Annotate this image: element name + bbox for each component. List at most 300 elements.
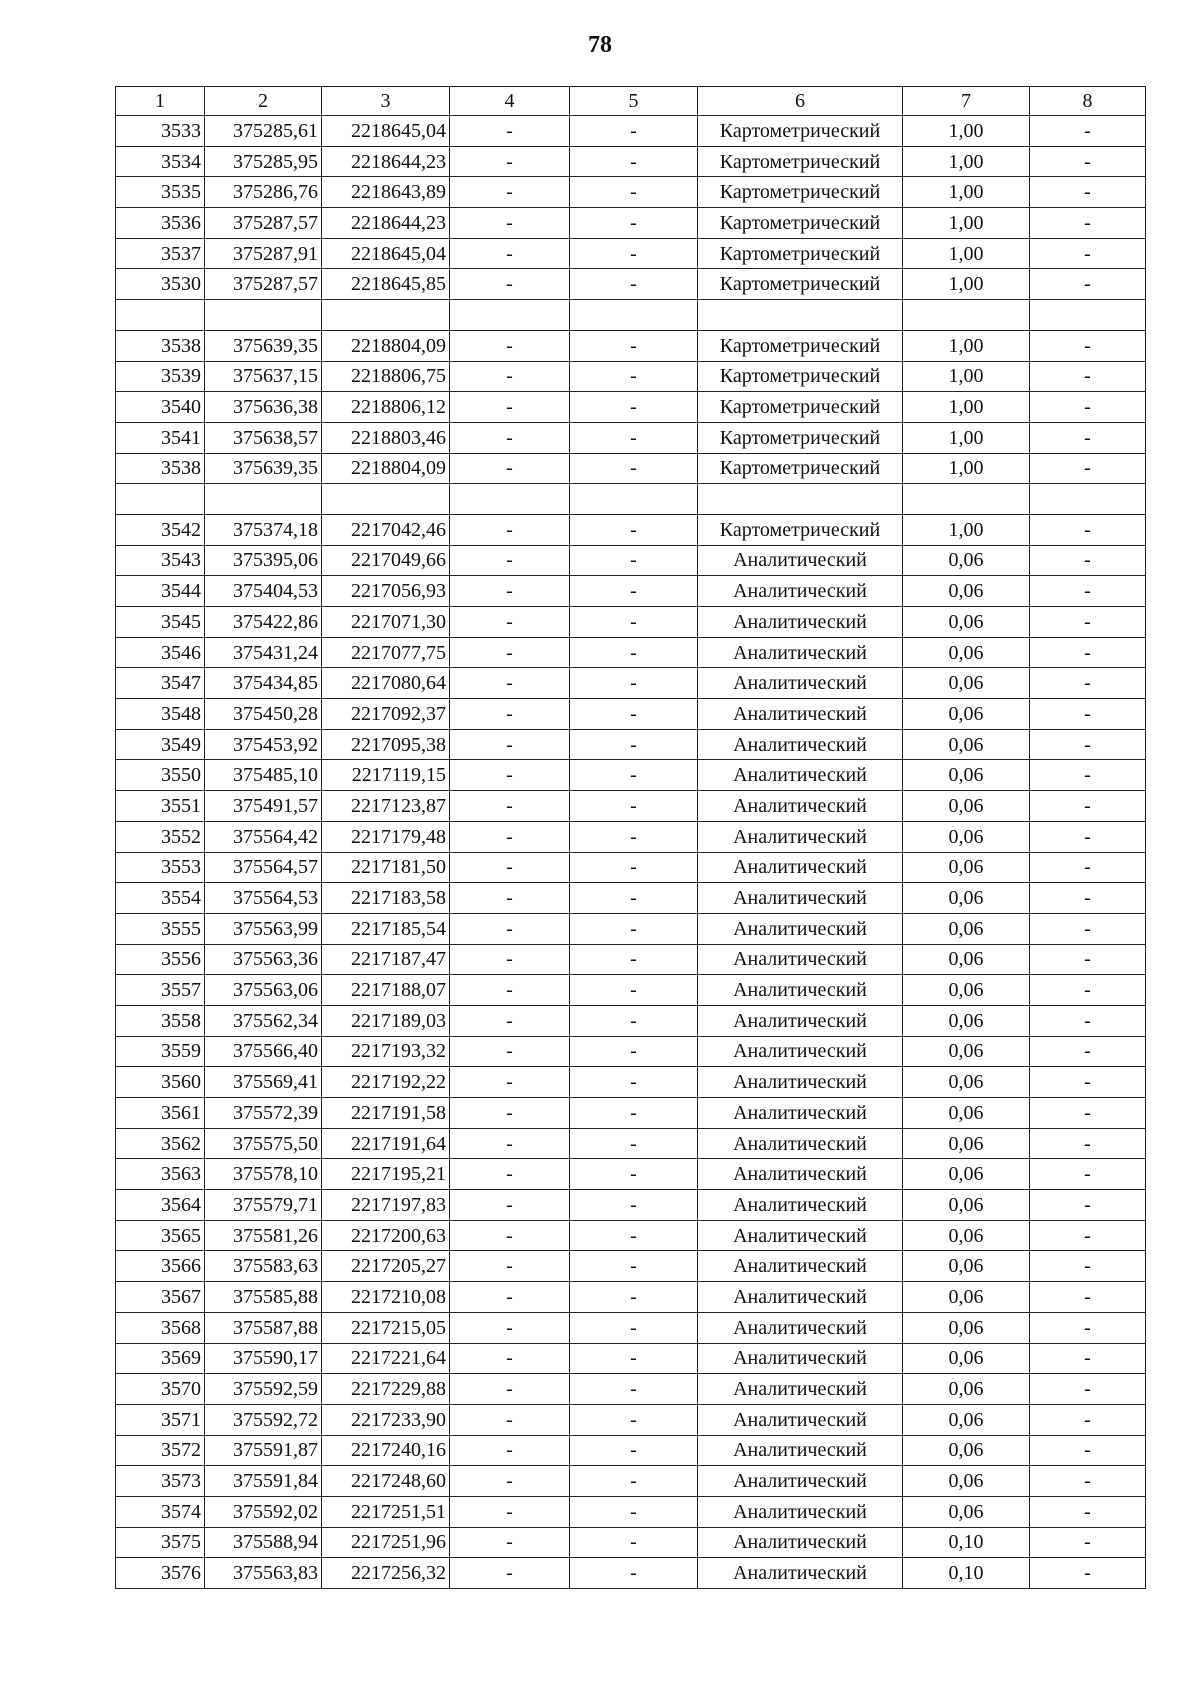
accuracy-cell: 0,06 [903, 1466, 1030, 1497]
x-coordinate-cell: 375450,28 [205, 699, 322, 730]
accuracy-cell: 1,00 [903, 514, 1030, 545]
column-5-cell: - [570, 637, 698, 668]
accuracy-cell: 0,06 [903, 883, 1030, 914]
table-separator-row [116, 300, 1146, 331]
y-coordinate-cell: 2218643,89 [322, 177, 450, 208]
point-number-cell: 3538 [116, 330, 205, 361]
y-coordinate-cell: 2217191,58 [322, 1098, 450, 1129]
accuracy-cell: 1,00 [903, 238, 1030, 269]
table-separator-row [116, 484, 1146, 515]
column-5-cell: - [570, 453, 698, 484]
method-cell: Аналитический [698, 1128, 903, 1159]
accuracy-cell: 0,06 [903, 1404, 1030, 1435]
table-body [116, 87, 1146, 1589]
x-coordinate-cell: 375588,94 [205, 1527, 322, 1558]
column-4-cell: - [450, 607, 570, 638]
column-5-cell: - [570, 116, 698, 147]
method-cell: Аналитический [698, 1036, 903, 1067]
y-coordinate-cell [322, 300, 450, 331]
column-8-cell: - [1030, 975, 1146, 1006]
column-4-cell: - [450, 791, 570, 822]
point-number-cell: 3556 [116, 944, 205, 975]
page-number: 78 [588, 32, 612, 58]
x-coordinate-cell: 375564,42 [205, 821, 322, 852]
point-number-cell: 3552 [116, 821, 205, 852]
column-5-cell: - [570, 1312, 698, 1343]
y-coordinate-cell: 2217179,48 [322, 821, 450, 852]
method-cell: Картометрический [698, 269, 903, 300]
accuracy-cell: 1,00 [903, 146, 1030, 177]
point-number-cell: 3568 [116, 1312, 205, 1343]
accuracy-cell: 0,06 [903, 1496, 1030, 1527]
accuracy-cell: 0,06 [903, 699, 1030, 730]
x-coordinate-cell: 375431,24 [205, 637, 322, 668]
y-coordinate-cell: 2217221,64 [322, 1343, 450, 1374]
column-8-cell: - [1030, 821, 1146, 852]
column-5-cell: - [570, 1128, 698, 1159]
accuracy-cell: 0,06 [903, 1159, 1030, 1190]
column-4-cell: - [450, 1067, 570, 1098]
point-number-cell: 3545 [116, 607, 205, 638]
column-4-cell: - [450, 1496, 570, 1527]
column-8-cell: - [1030, 1374, 1146, 1405]
column-5-cell: - [570, 975, 698, 1006]
y-coordinate-cell: 2217210,08 [322, 1282, 450, 1313]
accuracy-cell: 0,06 [903, 852, 1030, 883]
column-5-cell: - [570, 238, 698, 269]
method-cell: Аналитический [698, 1527, 903, 1558]
y-coordinate-cell: 2217200,63 [322, 1220, 450, 1251]
column-5-cell: - [570, 1036, 698, 1067]
accuracy-cell [903, 300, 1030, 331]
method-cell: Аналитический [698, 1220, 903, 1251]
column-5-cell: - [570, 330, 698, 361]
table-row [116, 453, 1146, 484]
method-cell: Аналитический [698, 637, 903, 668]
table-row [116, 668, 1146, 699]
x-coordinate-cell: 375491,57 [205, 791, 322, 822]
method-cell: Аналитический [698, 883, 903, 914]
column-header-5: 5 [570, 87, 698, 116]
accuracy-cell: 0,06 [903, 637, 1030, 668]
accuracy-cell: 1,00 [903, 116, 1030, 147]
y-coordinate-cell: 2217187,47 [322, 944, 450, 975]
accuracy-cell: 0,06 [903, 1312, 1030, 1343]
column-5-cell: - [570, 269, 698, 300]
x-coordinate-cell: 375592,59 [205, 1374, 322, 1405]
column-4-cell: - [450, 729, 570, 760]
table-header-row [116, 87, 1146, 116]
method-cell: Аналитический [698, 852, 903, 883]
x-coordinate-cell: 375563,83 [205, 1558, 322, 1589]
point-number-cell [116, 300, 205, 331]
x-coordinate-cell [205, 484, 322, 515]
table-row [116, 1435, 1146, 1466]
method-cell: Аналитический [698, 944, 903, 975]
y-coordinate-cell: 2217189,03 [322, 1005, 450, 1036]
point-number-cell: 3534 [116, 146, 205, 177]
method-cell: Аналитический [698, 1466, 903, 1497]
accuracy-cell: 0,06 [903, 1128, 1030, 1159]
x-coordinate-cell: 375395,06 [205, 545, 322, 576]
x-coordinate-cell: 375562,34 [205, 1005, 322, 1036]
column-8-cell: - [1030, 883, 1146, 914]
column-5-cell: - [570, 1005, 698, 1036]
y-coordinate-cell: 2217188,07 [322, 975, 450, 1006]
column-8-cell: - [1030, 1190, 1146, 1221]
table-row [116, 1128, 1146, 1159]
point-number-cell: 3530 [116, 269, 205, 300]
column-4-cell: - [450, 637, 570, 668]
table-row [116, 1404, 1146, 1435]
y-coordinate-cell: 2217077,75 [322, 637, 450, 668]
column-4-cell: - [450, 1435, 570, 1466]
accuracy-cell: 0,10 [903, 1527, 1030, 1558]
column-5-cell: - [570, 545, 698, 576]
point-number-cell: 3573 [116, 1466, 205, 1497]
column-5-cell: - [570, 1466, 698, 1497]
point-number-cell: 3558 [116, 1005, 205, 1036]
column-5-cell: - [570, 1558, 698, 1589]
accuracy-cell: 0,06 [903, 545, 1030, 576]
table-row [116, 975, 1146, 1006]
x-coordinate-cell: 375563,99 [205, 913, 322, 944]
column-5-cell: - [570, 821, 698, 852]
column-4-cell: - [450, 330, 570, 361]
y-coordinate-cell: 2217251,51 [322, 1496, 450, 1527]
method-cell: Картометрический [698, 208, 903, 239]
column-4-cell: - [450, 1128, 570, 1159]
column-5-cell: - [570, 699, 698, 730]
y-coordinate-cell: 2218804,09 [322, 453, 450, 484]
column-5-cell: - [570, 1159, 698, 1190]
table-row [116, 1005, 1146, 1036]
coordinates-table [115, 86, 1146, 1589]
point-number-cell: 3571 [116, 1404, 205, 1435]
column-8-cell: - [1030, 422, 1146, 453]
method-cell: Картометрический [698, 514, 903, 545]
column-4-cell: - [450, 1343, 570, 1374]
method-cell: Аналитический [698, 913, 903, 944]
method-cell: Аналитический [698, 791, 903, 822]
y-coordinate-cell: 2217197,83 [322, 1190, 450, 1221]
table-row [116, 1527, 1146, 1558]
table-row [116, 545, 1146, 576]
column-header-2: 2 [205, 87, 322, 116]
column-8-cell: - [1030, 760, 1146, 791]
column-5-cell: - [570, 422, 698, 453]
accuracy-cell: 0,06 [903, 760, 1030, 791]
column-5-cell: - [570, 1404, 698, 1435]
column-4-cell: - [450, 422, 570, 453]
table-row [116, 729, 1146, 760]
column-5-cell: - [570, 208, 698, 239]
x-coordinate-cell: 375287,91 [205, 238, 322, 269]
y-coordinate-cell: 2217191,64 [322, 1128, 450, 1159]
column-5-cell: - [570, 1343, 698, 1374]
x-coordinate-cell: 375285,95 [205, 146, 322, 177]
column-8-cell: - [1030, 238, 1146, 269]
y-coordinate-cell: 2218804,09 [322, 330, 450, 361]
x-coordinate-cell: 375287,57 [205, 208, 322, 239]
table-row [116, 1159, 1146, 1190]
x-coordinate-cell: 375453,92 [205, 729, 322, 760]
table-row [116, 208, 1146, 239]
column-8-cell: - [1030, 392, 1146, 423]
y-coordinate-cell: 2217071,30 [322, 607, 450, 638]
accuracy-cell: 0,06 [903, 729, 1030, 760]
x-coordinate-cell: 375591,84 [205, 1466, 322, 1497]
x-coordinate-cell: 375637,15 [205, 361, 322, 392]
table-row [116, 392, 1146, 423]
column-4-cell: - [450, 821, 570, 852]
method-cell: Аналитический [698, 545, 903, 576]
method-cell: Аналитический [698, 1343, 903, 1374]
y-coordinate-cell: 2217215,05 [322, 1312, 450, 1343]
point-number-cell: 3536 [116, 208, 205, 239]
point-number-cell: 3535 [116, 177, 205, 208]
column-4-cell: - [450, 1527, 570, 1558]
accuracy-cell: 0,06 [903, 607, 1030, 638]
column-8-cell: - [1030, 791, 1146, 822]
method-cell: Аналитический [698, 699, 903, 730]
accuracy-cell: 0,10 [903, 1558, 1030, 1589]
table-row [116, 1220, 1146, 1251]
table-row [116, 116, 1146, 147]
x-coordinate-cell: 375285,61 [205, 116, 322, 147]
column-8-cell: - [1030, 146, 1146, 177]
column-8-cell: - [1030, 1159, 1146, 1190]
y-coordinate-cell: 2218644,23 [322, 208, 450, 239]
column-8-cell: - [1030, 1005, 1146, 1036]
y-coordinate-cell: 2217080,64 [322, 668, 450, 699]
column-8-cell: - [1030, 1251, 1146, 1282]
table-row [116, 821, 1146, 852]
accuracy-cell: 0,06 [903, 1190, 1030, 1221]
column-8-cell: - [1030, 1496, 1146, 1527]
column-4-cell: - [450, 913, 570, 944]
column-8-cell: - [1030, 1282, 1146, 1313]
y-coordinate-cell: 2217233,90 [322, 1404, 450, 1435]
method-cell: Картометрический [698, 330, 903, 361]
column-8-cell: - [1030, 453, 1146, 484]
point-number-cell [116, 484, 205, 515]
column-8-cell: - [1030, 1312, 1146, 1343]
point-number-cell: 3569 [116, 1343, 205, 1374]
table-row [116, 1496, 1146, 1527]
method-cell: Аналитический [698, 1098, 903, 1129]
accuracy-cell: 1,00 [903, 208, 1030, 239]
column-8-cell: - [1030, 668, 1146, 699]
y-coordinate-cell: 2217251,96 [322, 1527, 450, 1558]
column-8-cell: - [1030, 729, 1146, 760]
table-row [116, 177, 1146, 208]
column-5-cell: - [570, 177, 698, 208]
table-row [116, 1098, 1146, 1129]
column-8-cell: - [1030, 1527, 1146, 1558]
method-cell: Аналитический [698, 1496, 903, 1527]
accuracy-cell: 0,06 [903, 1098, 1030, 1129]
y-coordinate-cell: 2218644,23 [322, 146, 450, 177]
point-number-cell: 3559 [116, 1036, 205, 1067]
column-4-cell: - [450, 975, 570, 1006]
column-8-cell: - [1030, 1343, 1146, 1374]
table-row [116, 913, 1146, 944]
column-4-cell: - [450, 852, 570, 883]
column-8-cell: - [1030, 330, 1146, 361]
accuracy-cell: 0,06 [903, 1374, 1030, 1405]
table-row [116, 1190, 1146, 1221]
y-coordinate-cell: 2218806,12 [322, 392, 450, 423]
accuracy-cell: 0,06 [903, 1343, 1030, 1374]
column-8-cell: - [1030, 514, 1146, 545]
point-number-cell: 3539 [116, 361, 205, 392]
accuracy-cell: 1,00 [903, 177, 1030, 208]
column-5-cell: - [570, 913, 698, 944]
table-row [116, 637, 1146, 668]
y-coordinate-cell: 2217229,88 [322, 1374, 450, 1405]
method-cell: Аналитический [698, 1435, 903, 1466]
column-5-cell: - [570, 146, 698, 177]
point-number-cell: 3561 [116, 1098, 205, 1129]
column-5-cell: - [570, 514, 698, 545]
column-8-cell: - [1030, 1435, 1146, 1466]
table-row [116, 1374, 1146, 1405]
column-4-cell: - [450, 453, 570, 484]
accuracy-cell: 0,06 [903, 1251, 1030, 1282]
column-header-4: 4 [450, 87, 570, 116]
column-4-cell: - [450, 1251, 570, 1282]
accuracy-cell: 1,00 [903, 422, 1030, 453]
column-5-cell [570, 300, 698, 331]
column-4-cell: - [450, 238, 570, 269]
column-8-cell: - [1030, 1404, 1146, 1435]
column-8-cell: - [1030, 576, 1146, 607]
method-cell: Аналитический [698, 576, 903, 607]
x-coordinate-cell: 375578,10 [205, 1159, 322, 1190]
column-4-cell: - [450, 944, 570, 975]
column-5-cell: - [570, 944, 698, 975]
x-coordinate-cell: 375587,88 [205, 1312, 322, 1343]
column-4-cell: - [450, 1312, 570, 1343]
column-5-cell: - [570, 852, 698, 883]
column-4-cell: - [450, 208, 570, 239]
accuracy-cell: 1,00 [903, 453, 1030, 484]
column-8-cell: - [1030, 208, 1146, 239]
table-row [116, 146, 1146, 177]
accuracy-cell: 0,06 [903, 821, 1030, 852]
method-cell: Аналитический [698, 607, 903, 638]
x-coordinate-cell: 375564,53 [205, 883, 322, 914]
column-5-cell: - [570, 729, 698, 760]
column-5-cell: - [570, 607, 698, 638]
column-4-cell: - [450, 392, 570, 423]
column-8-cell: - [1030, 1098, 1146, 1129]
point-number-cell: 3548 [116, 699, 205, 730]
column-8-cell: - [1030, 944, 1146, 975]
column-8-cell: - [1030, 699, 1146, 730]
column-8-cell: - [1030, 1220, 1146, 1251]
y-coordinate-cell: 2217183,58 [322, 883, 450, 914]
method-cell: Картометрический [698, 392, 903, 423]
accuracy-cell: 1,00 [903, 330, 1030, 361]
table-row [116, 1312, 1146, 1343]
column-5-cell: - [570, 1435, 698, 1466]
table-row [116, 852, 1146, 883]
table-row [116, 944, 1146, 975]
point-number-cell: 3557 [116, 975, 205, 1006]
x-coordinate-cell: 375579,71 [205, 1190, 322, 1221]
point-number-cell: 3542 [116, 514, 205, 545]
point-number-cell: 3575 [116, 1527, 205, 1558]
point-number-cell: 3567 [116, 1282, 205, 1313]
x-coordinate-cell: 375639,35 [205, 330, 322, 361]
method-cell: Аналитический [698, 729, 903, 760]
x-coordinate-cell: 375422,86 [205, 607, 322, 638]
column-4-cell: - [450, 269, 570, 300]
point-number-cell: 3547 [116, 668, 205, 699]
x-coordinate-cell: 375404,53 [205, 576, 322, 607]
table-row [116, 883, 1146, 914]
accuracy-cell: 0,06 [903, 1005, 1030, 1036]
accuracy-cell [903, 484, 1030, 515]
column-8-cell: - [1030, 1067, 1146, 1098]
column-8-cell: - [1030, 545, 1146, 576]
y-coordinate-cell: 2217240,16 [322, 1435, 450, 1466]
column-5-cell: - [570, 1190, 698, 1221]
table-row [116, 422, 1146, 453]
column-5-cell: - [570, 1098, 698, 1129]
column-4-cell: - [450, 1282, 570, 1313]
method-cell: Аналитический [698, 1312, 903, 1343]
table-row [116, 361, 1146, 392]
y-coordinate-cell: 2217042,46 [322, 514, 450, 545]
x-coordinate-cell: 375563,36 [205, 944, 322, 975]
column-header-1: 1 [116, 87, 205, 116]
method-cell: Картометрический [698, 453, 903, 484]
accuracy-cell: 0,06 [903, 1282, 1030, 1313]
y-coordinate-cell: 2218803,46 [322, 422, 450, 453]
method-cell: Аналитический [698, 1005, 903, 1036]
point-number-cell: 3560 [116, 1067, 205, 1098]
method-cell: Аналитический [698, 1282, 903, 1313]
method-cell: Аналитический [698, 1159, 903, 1190]
point-number-cell: 3566 [116, 1251, 205, 1282]
column-5-cell: - [570, 668, 698, 699]
accuracy-cell: 0,06 [903, 1220, 1030, 1251]
y-coordinate-cell: 2217056,93 [322, 576, 450, 607]
y-coordinate-cell: 2217256,32 [322, 1558, 450, 1589]
method-cell: Аналитический [698, 1404, 903, 1435]
x-coordinate-cell: 375564,57 [205, 852, 322, 883]
column-4-cell: - [450, 883, 570, 914]
table-row [116, 269, 1146, 300]
table-row [116, 791, 1146, 822]
column-5-cell: - [570, 1220, 698, 1251]
column-4-cell: - [450, 1098, 570, 1129]
y-coordinate-cell: 2217248,60 [322, 1466, 450, 1497]
x-coordinate-cell: 375581,26 [205, 1220, 322, 1251]
column-8-cell: - [1030, 913, 1146, 944]
x-coordinate-cell: 375590,17 [205, 1343, 322, 1374]
column-header-3: 3 [322, 87, 450, 116]
column-header-8: 8 [1030, 87, 1146, 116]
column-5-cell: - [570, 361, 698, 392]
method-cell: Аналитический [698, 668, 903, 699]
point-number-cell: 3562 [116, 1128, 205, 1159]
method-cell: Аналитический [698, 1067, 903, 1098]
column-header-7: 7 [903, 87, 1030, 116]
